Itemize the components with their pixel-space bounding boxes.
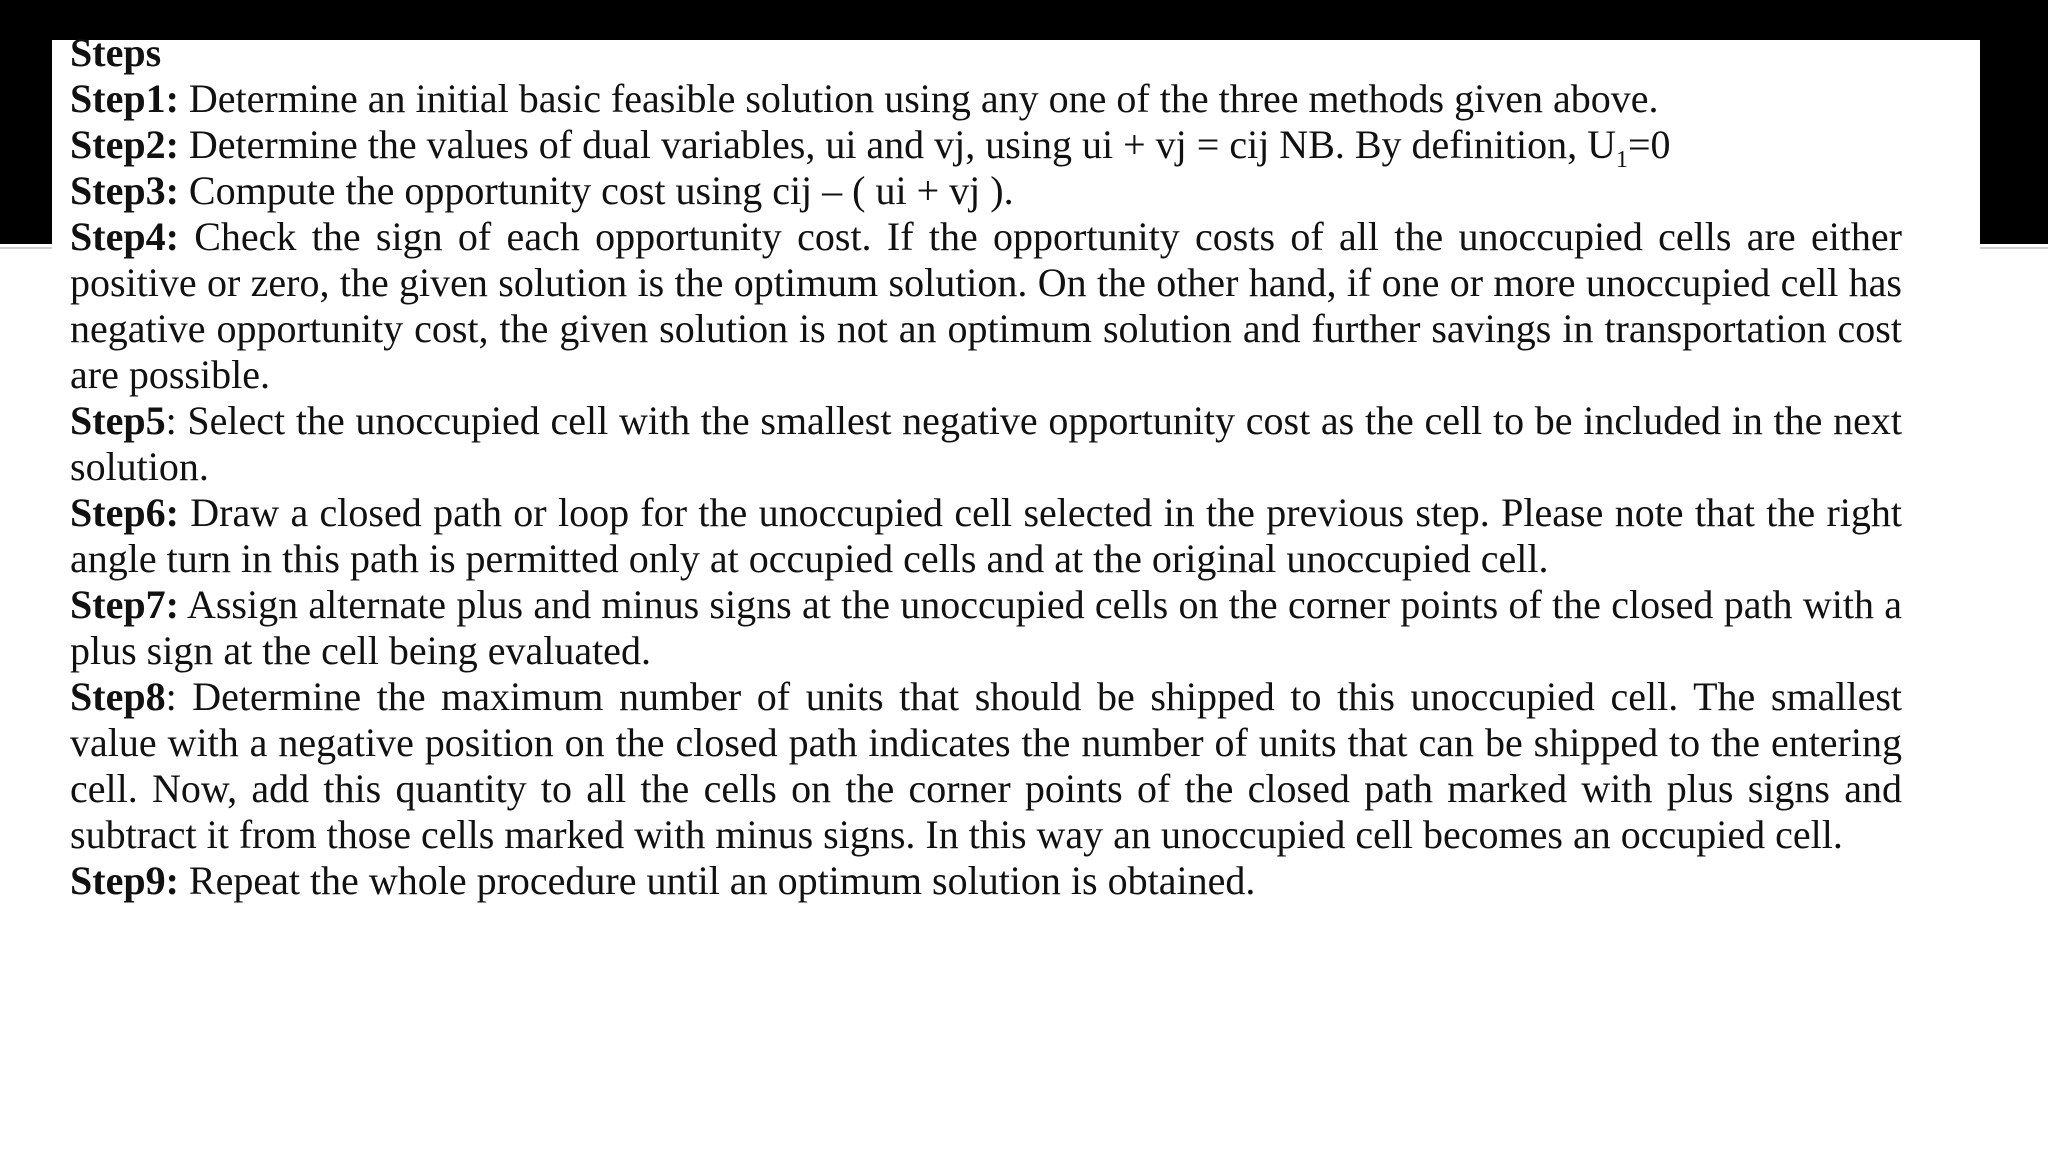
step-4-label: Step4: [70, 214, 179, 259]
step-2 [70, 122, 1902, 173]
step-6-label: Step6: [70, 490, 179, 535]
step-8 [70, 674, 1902, 858]
step-5 [70, 398, 1902, 490]
document-page [52, 30, 1980, 1140]
step-4-text: Check the sign of each opportunity cost. If the opportunity costs of all the unoccupied cells are either positive or zero, the given solution is the optimum solution. On the other hand, if one or more unoccupied cell has negative opportunity cost, the given solution is not an optimum solution and further savings in transportation cost are possible. [70, 214, 1902, 397]
right-black-band [1980, 0, 2048, 244]
step-6 [70, 490, 1902, 582]
step-3 [70, 168, 1902, 214]
step-3-text: Compute the opportunity cost using cij – ( ui + vj ). [188, 168, 1014, 213]
right-divider-rule [1980, 247, 2048, 249]
step-6-text: Draw a closed path or loop for the unoccupied cell selected in the previous step. Please note that the right angle turn in this path is permitted only at occupied cells and at the original unoccupied cell. [70, 490, 1903, 581]
step-1 [70, 76, 1902, 122]
step-7-text: Assign alternate plus and minus signs at the unoccupied cells on the corner points of the closed path with a plus sign at the cell being evaluated. [70, 582, 1902, 673]
step-4 [70, 214, 1902, 398]
step-9-text: Repeat the whole procedure until an optimum solution is obtained. [188, 858, 1256, 903]
step-2-subscript: 1 [1615, 147, 1628, 173]
step-8-label: Step8 [70, 674, 166, 719]
step-8-text: : Determine the maximum number of units that should be shipped to this unoccupied cell. The smallest value with a negative position on the closed path indicates the number of units that can be shipped to the entering cell. Now, add this quantity to all the cells on the corner points of the closed path marked with plus signs and subtract it from those cells marked with minus signs. In this way an unoccupied cell becomes an occupied cell. [70, 674, 1902, 857]
step-9-label: Step9: [70, 858, 179, 903]
step-1-label: Step1: [70, 76, 179, 121]
step-7 [70, 582, 1902, 674]
step-2-label: Step2: [70, 122, 179, 167]
step-5-text: : Select the unoccupied cell with the smallest negative opportunity cost as the cell to be included in the next solution. [70, 398, 1902, 489]
step-3-label: Step3: [70, 168, 179, 213]
steps-text-block [70, 30, 1902, 904]
step-1-text: Determine an initial basic feasible solution using any one of the three methods given above. [188, 76, 1659, 121]
steps-heading: Steps [70, 30, 162, 75]
left-divider-rule [0, 247, 52, 249]
step-2-text-end: =0 [1627, 122, 1671, 167]
step-2-text-main: Determine the values of dual variables, ui and vj, using ui + vj = cij NB. By definition, U [188, 122, 1616, 167]
step-2-text [188, 122, 1671, 173]
left-black-band [0, 0, 52, 244]
step-9 [70, 858, 1902, 904]
step-5-label: Step5 [70, 398, 166, 443]
step-7-label: Step7: [70, 582, 179, 627]
